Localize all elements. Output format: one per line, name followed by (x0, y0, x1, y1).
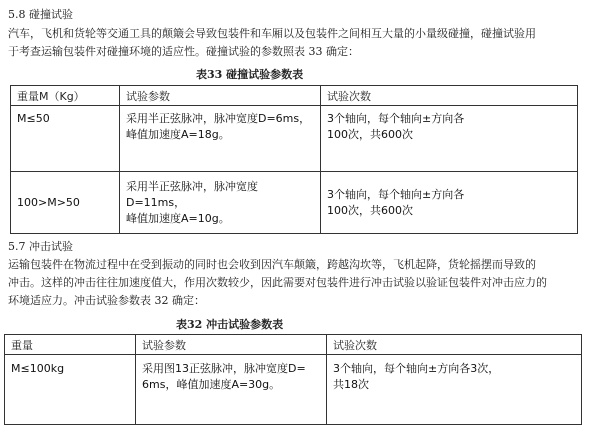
params-line: 采用图13正弦脉冲，脉冲宽度D= (142, 362, 306, 375)
params-line: 采用半正弦脉冲，脉冲宽度D=6ms， (126, 112, 311, 125)
table-row (11, 106, 578, 172)
paragraph-line: 运输包装件在物流过程中在受到振动的同时也会收到因汽车颠簸，跨越沟坎等，飞机起降，货轮摇摆而导致的 (8, 258, 536, 271)
table-header-row (5, 335, 582, 355)
table-row (11, 172, 578, 234)
params-line: 峰值加速度A=10g。 (126, 211, 230, 225)
header-count: 试验次数 (321, 86, 578, 106)
table-row (5, 355, 582, 425)
table-caption-33: 表33 碰撞试验参数表 (196, 68, 304, 81)
count-line: 3个轴向，每个轴向±方向各 (327, 112, 465, 125)
params-cell (136, 355, 327, 425)
header-params: 试验参数 (136, 335, 327, 355)
paragraph-line: 冲击。这样的冲击往往加速度值大，作用次数较少，因此需要对包装件进行冲击试验以验证包装件对冲击应力的 (8, 276, 547, 289)
paragraph-line: 环境适应力。冲击试验参数表 32 确定： (8, 294, 205, 307)
weight-cell: M≤50 (11, 106, 120, 172)
count-line: 100次，共600次 (327, 128, 413, 141)
collision-intro-paragraph (8, 25, 588, 61)
header-count: 试验次数 (327, 335, 582, 355)
count-line: 100次，共600次 (327, 203, 413, 217)
paragraph-line: 于考查运输包装件对碰撞环境的适应性。碰撞试验的参数照表 33 确定： (8, 45, 359, 58)
count-cell (321, 172, 578, 234)
params-line: 采用半正弦脉冲，脉冲宽度D=11ms， (126, 179, 258, 209)
params-cell (120, 106, 321, 172)
shock-intro-paragraph (8, 256, 588, 310)
weight-cell: M≤100kg (5, 355, 136, 425)
weight-cell: 100>M>50 (11, 172, 120, 234)
shock-params-table (4, 334, 582, 425)
header-params: 试验参数 (120, 86, 321, 106)
header-weight: 重量 (5, 335, 136, 355)
table-header-row (11, 86, 578, 106)
params-line: 峰值加速度A=18g。 (126, 128, 230, 141)
count-line: 3个轴向，每个轴向±方向各 (327, 187, 465, 201)
params-cell (120, 172, 321, 234)
collision-params-table (10, 85, 578, 234)
count-cell (321, 106, 578, 172)
section-heading-collision: 5.8 碰撞试验 (8, 8, 73, 21)
section-heading-shock: 5.7 冲击试验 (8, 240, 73, 253)
count-line: 共18次 (333, 378, 369, 391)
header-weight: 重量M（Kg） (11, 86, 120, 106)
count-cell (327, 355, 582, 425)
params-line: 6ms，峰值加速度A=30g。 (142, 378, 281, 391)
paragraph-line: 汽车，飞机和货轮等交通工具的颠簸会导致包装件和车厢以及包装件之间相互大量的小量级碰撞，碰撞试验用 (8, 27, 536, 40)
count-line: 3个轴向，每个轴向±方向各3次， (333, 362, 500, 375)
table-caption-32: 表32 冲击试验参数表 (176, 318, 284, 331)
